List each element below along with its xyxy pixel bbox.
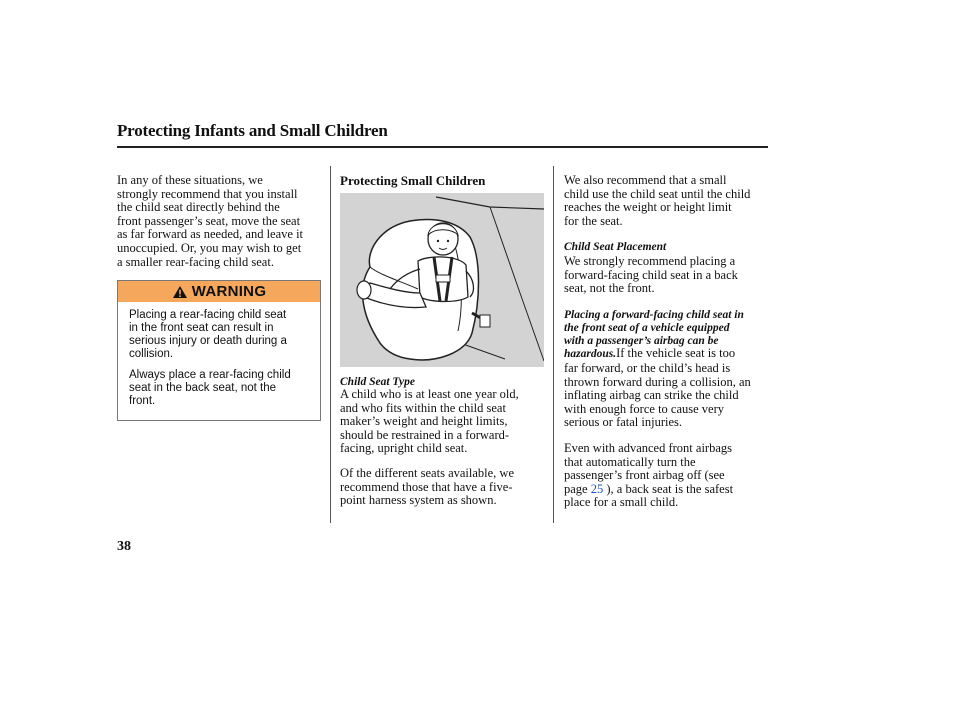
child-seat-type-heading: Child Seat Type <box>340 376 415 388</box>
middle-paragraph-1: A child who is at least one year old, and who fits within the child seat maker’s weight and height limits, should be restrained in a forward- facing, upright child seat. <box>340 387 519 456</box>
right-paragraph-3: far forward, or the child’s head is thrown forward during a collision, an inflating airbag can strike the child with enough force to cause very serious or fatal injuries. <box>564 361 751 430</box>
warning-box <box>117 280 321 421</box>
right-paragraph-2: We strongly recommend placing a forward-facing child seat in a back seat, not the front. <box>564 254 738 296</box>
airbag-hazard-heading: Placing a forward-facing child seat in the front seat of a vehicle equipped with a passenger’s airbag can be hazardous.If the vehicle seat is too <box>564 309 744 361</box>
column-divider-left <box>330 166 331 523</box>
left-paragraph: In any of these situations, we strongly recommend that you install the child seat directly behind the front passenger’s seat, move the seat as far forward as needed, and leave it unoccupied. Or, you may wish to get a smaller rear-facing child seat. <box>117 173 304 269</box>
airbag-hazard-block <box>564 309 774 361</box>
middle-paragraph-2: Of the different seats available, we recommend those that have a five- point harness system as shown. <box>340 466 514 508</box>
page-reference-link[interactable]: 25 <box>590 481 604 496</box>
title-divider <box>117 146 768 148</box>
warning-label: WARNING <box>191 283 267 300</box>
airbag-hazard-inline-text: If the vehicle seat is too <box>616 346 736 361</box>
right-paragraph-1: We also recommend that a small child use the child seat until the child reaches the weight or height limit for the seat. <box>564 173 751 228</box>
child-seat-placement-heading: Child Seat Placement <box>564 241 667 253</box>
warning-triangle-icon <box>172 285 188 299</box>
column-divider-right <box>553 166 554 523</box>
page-number: 38 <box>117 539 131 554</box>
warning-header <box>118 281 320 302</box>
section-title: Protecting Small Children <box>340 173 486 188</box>
warning-text-2: Always place a rear-facing child seat in the back seat, not the front. <box>129 369 291 407</box>
child-seat-illustration <box>340 193 544 367</box>
child-in-forward-facing-seat-icon <box>340 193 544 367</box>
right-paragraph-4: Even with advanced front airbags that automatically turn the passenger’s front airbag off (see page 25 ), a back seat is the safest place for a small child. <box>564 441 734 510</box>
page-title: Protecting Infants and Small Children <box>117 121 388 140</box>
warning-text-1: Placing a rear-facing child seat in the front seat can result in serious injury or death during a collision. <box>129 309 287 360</box>
